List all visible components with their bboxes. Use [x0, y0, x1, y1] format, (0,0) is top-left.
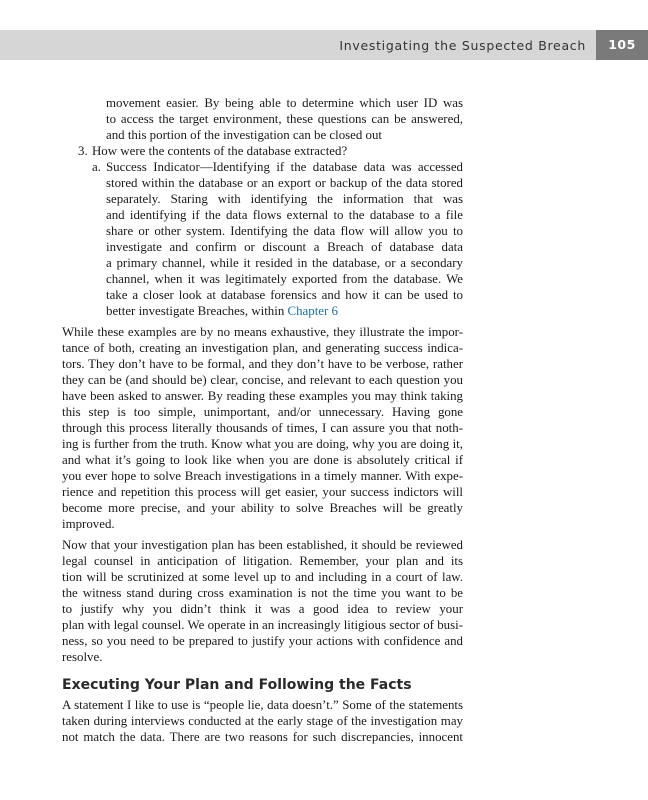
- sublist-line: channel, when it was legitimately exported from the database. We: [106, 272, 463, 286]
- page-number: 105: [596, 30, 648, 60]
- paragraph-2-line: to justify why you didn’t think it was a good idea to review your: [62, 602, 463, 616]
- section-paragraph-line: taken during interviews conducted at the early stage of the investigation may: [62, 714, 463, 728]
- list-cont-line: to access the target environment, these questions can be answered,: [106, 112, 463, 126]
- paragraph-2-line: plan with legal counsel. We operate in an increasingly litigious sector of busi-: [62, 618, 463, 632]
- sublist-line: a primary channel, while it resided in the database, or a secondary: [106, 256, 463, 270]
- sublist-line: take a closer look at database forensics and how it can be used to: [106, 288, 463, 302]
- sublist-line: separately. Staring with identifying the information that was: [106, 192, 463, 206]
- section-heading: Executing Your Plan and Following the Facts: [62, 677, 412, 693]
- sublist-line: investigate and confirm or discount a Breach of database data: [106, 240, 463, 254]
- paragraph-2-last-line: resolve.: [62, 650, 103, 664]
- paragraph-2-line: tion will be scrutinized at some level up to and including in a court of law.: [62, 570, 463, 584]
- paragraph-2-line: ness, so you need to be prepared to justify your actions with confidence and: [62, 634, 463, 648]
- paragraph-1-line: and what it’s going to look like when you are done is absolutely critical if: [62, 453, 463, 467]
- running-header-title: Investigating the Suspected Breach: [339, 38, 586, 53]
- sublist-line: Success Indicator—Identifying if the database data was accessed: [106, 160, 463, 174]
- paragraph-1-last-line: improved.: [62, 517, 115, 531]
- section-paragraph-line: A statement I like to use is “people lie, data doesn’t.” Some of the statements: [62, 698, 463, 712]
- sublist-line: and identifying if the data flows external to the database to a file: [106, 208, 463, 222]
- sublist-line: share or other system. Identifying the data flow will allow you to: [106, 224, 463, 238]
- list-item-marker: 3.: [78, 144, 88, 158]
- sublist-item-marker: a.: [92, 160, 101, 174]
- paragraph-2-line: legal counsel in anticipation of litigation. Remember, your plan and its: [62, 554, 463, 568]
- sublist-last-line: [106, 303, 338, 319]
- chapter-6-link[interactable]: Chapter 6: [287, 304, 338, 318]
- paragraph-1-line: have been asked to answer. By reading these examples you may think taking: [62, 389, 463, 403]
- sublist-line: stored within the database or an export or backup of the data stored: [106, 176, 463, 190]
- paragraph-1-line: become more precise, and your ability to solve Breaches will be greatly: [62, 501, 463, 515]
- paragraph-1-line: through this process literally thousands of times, I can assure you that noth-: [62, 421, 463, 435]
- paragraph-1-line: this step is too simple, unimportant, and/or unnecessary. Having gone: [62, 405, 463, 419]
- paragraph-1-line: ing is further from the truth. Know what you are doing, why you are doing it,: [62, 437, 463, 451]
- paragraph-1-line: While these examples are by no means exhaustive, they illustrate the impor-: [62, 325, 463, 339]
- paragraph-2-line: the witness stand during cross examination is not the time you want to be: [62, 586, 463, 600]
- sublist-last-line-text: better investigate Breaches, within: [106, 304, 288, 318]
- paragraph-1-line: tors. They don’t have to be formal, and they don’t have to be verbose, rather: [62, 357, 463, 371]
- paragraph-1-line: tance of both, creating an investigation plan, and generating success indica-: [62, 341, 463, 355]
- list-cont-line: movement easier. By being able to determine which user ID was: [106, 96, 463, 110]
- paragraph-2-line: Now that your investigation plan has been established, it should be reviewed: [62, 538, 463, 552]
- list-item-text: How were the contents of the database extracted?: [92, 144, 348, 158]
- paragraph-1-line: they can be (and should be) clear, concise, and relevant to each question you: [62, 373, 463, 387]
- list-cont-line: and this portion of the investigation can be closed out: [106, 128, 383, 142]
- section-paragraph-line: not match the data. There are two reasons for such discrepancies, innocent: [62, 730, 463, 744]
- paragraph-1-line: you ever hope to solve Breach investigations in a timely manner. With expe-: [62, 469, 463, 483]
- paragraph-1-line: rience and repetition this process will get easier, your success indictors will: [62, 485, 463, 499]
